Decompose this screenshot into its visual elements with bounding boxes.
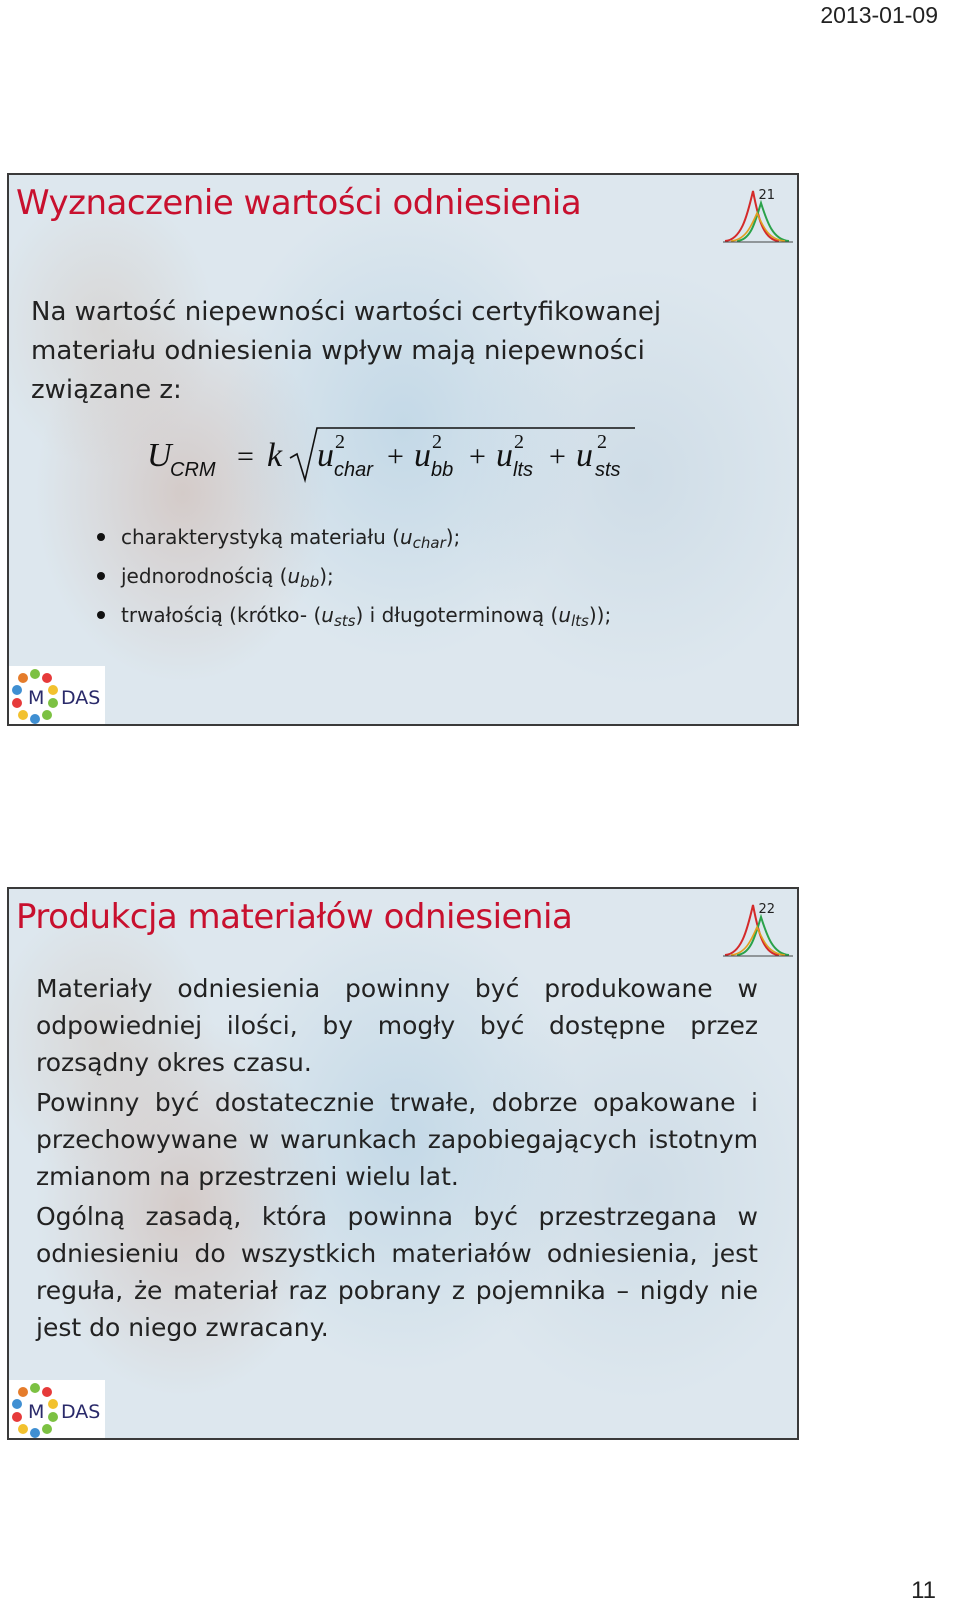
term-sub: sts: [595, 459, 621, 481]
term-sub: char: [334, 459, 373, 481]
list-item: charakterystyką materiału $(u_{char})$;: [97, 522, 611, 561]
formula-plus: +: [549, 440, 566, 473]
term-base: u: [576, 437, 593, 474]
uncertainty-formula: [147, 420, 667, 490]
paragraph: Powinny być dostatecznie trwałe, dobrze opakowane i przechowywane w warunkach zapobiegających istotnym zmianom na przestrzeni wielu lat.: [36, 1088, 758, 1191]
formula-plus: +: [387, 440, 404, 473]
page-number: 11: [911, 1577, 936, 1604]
formula-lhs-sub: CRM: [170, 459, 216, 481]
slide-title: Wyznaczenie wartości odniesienia: [16, 183, 582, 223]
gaussian-curves-icon: [723, 891, 793, 959]
formula-lhs: U: [147, 437, 172, 474]
term-sup: 2: [335, 431, 345, 453]
slide-number: 21: [758, 188, 775, 203]
svg-text:DAS: DAS: [61, 687, 101, 709]
term-sub: lts: [513, 459, 533, 481]
modas-logo: [9, 1380, 105, 1438]
uncertainty-sources-list: [97, 522, 611, 639]
modas-logo: [9, 666, 105, 724]
paragraph: Materiały odniesienia powinny być produkowane w odpowiedniej ilości, by mogły być dostępne przez rozsądny okres czasu.: [36, 974, 758, 1077]
intro-text: Na wartość niepewności wartości certyfikowanej materiału odniesienia wpływ mają niepewności związane z:: [31, 297, 662, 405]
term-base: u: [317, 437, 334, 474]
slide-body: [36, 970, 758, 1349]
page-date: 2013-01-09: [820, 2, 938, 28]
list-item: jednorodnością $(u_{bb})$;: [97, 561, 611, 600]
svg-text:M: M: [28, 687, 45, 709]
slide-title: Produkcja materiałów odniesienia: [16, 897, 573, 937]
term-base: u: [496, 437, 513, 474]
term-sup: 2: [432, 431, 442, 453]
term-sup: 2: [514, 431, 524, 453]
term-sub: bb: [431, 459, 454, 481]
slide-22: [7, 887, 799, 1440]
formula-plus: +: [469, 440, 486, 473]
term-sup: 2: [597, 431, 607, 453]
svg-text:DAS: DAS: [61, 1401, 101, 1423]
slide-21: [7, 173, 799, 726]
list-item: trwałością (krótko- $(u_{sts})$ i długoterminową $(u_{lts})$);: [97, 600, 611, 639]
formula-eq: =: [237, 440, 254, 473]
slide-number: 22: [758, 902, 775, 917]
svg-text:M: M: [28, 1401, 45, 1423]
term-base: u: [414, 437, 431, 474]
gaussian-curves-icon: [723, 177, 793, 245]
formula-k: k: [267, 437, 283, 474]
paragraph: Ogólną zasadą, która powinna być przestrzegana w odniesieniu do wszystkich materiałów odniesienia, jest reguła, że materiał raz pobrany z pojemnika – nigdy nie jest do niego zwracany.: [36, 1202, 758, 1342]
